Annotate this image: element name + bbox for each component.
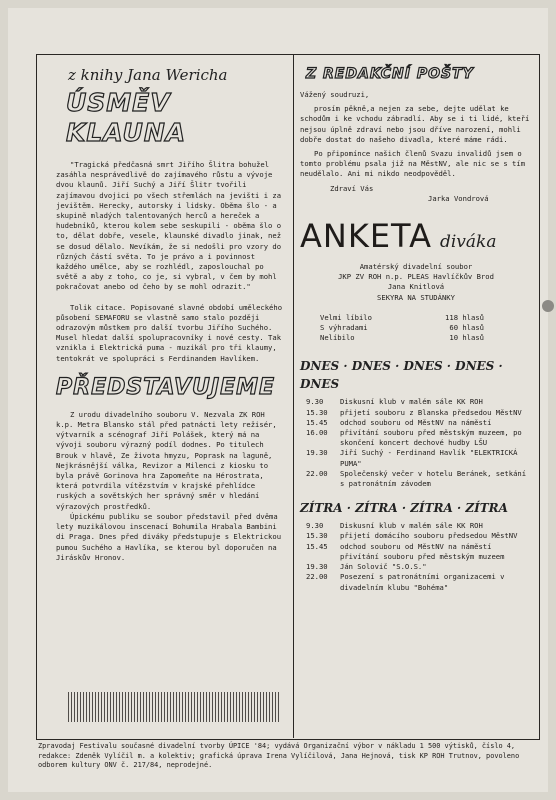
schedule-row: 22.00 Společenský večer v hotelu Beránek, setkání s patronátním závodem [306,468,527,489]
closing: Zdraví Vás [330,183,374,193]
survey-line: JKP ZV ROH n.p. PLEAS Havlíčkův Brod [338,272,494,282]
schedule-row: 16.00 přivítání souboru před městským muzeem, po skončení koncert dechové hudby LŠU [306,428,522,448]
punch-hole [542,300,554,312]
body-paragraph: Po připomínce našich členů Svazu invalidů jsem o tomto problému psala již na MěstNV, ale nic se s tím neudělalo. Ani mi nikdo neodpověděl. [300,149,526,179]
vote-row: S výhradami 60 hlasů [320,323,484,333]
survey-line: Amatérský divadelní soubor [359,262,473,272]
salutation: Vážený soudruzi, [300,90,370,99]
schedule-row: 19.30 Jiří Suchý - Ferdinand Havlík "ELEKTRICKÁ PUMA" [306,448,518,468]
survey-line: Jana Knitlová [387,282,445,292]
schedule-row: 9.30 Diskusní klub v malém sále KK ROH [306,397,483,407]
today-heading: DNES · DNES · DNES · DNES · DNES [300,359,503,392]
tomorrow-schedule [300,521,532,592]
schedule-row: 22.00 Posezení s patronátními organizacemi v divadelním klubu "Bohéma" [306,572,505,592]
schedule-row: 15.30 přijetí domácího souboru předsedou MěstNV [306,531,518,541]
schedule-row: 15.45 odchod souboru od MěstNV na náměstí [306,417,492,427]
survey-line: SEKYRA NA STUDÁNKY [377,292,455,302]
colophon: Zpravodaj Festivalu současné divadelní tvorby ÚPICE '84; vydává Organizační výbor v nákladu 1 500 výtisků, číslo 4, redakce: Zdeněk Vylíčil m. a kolektiv; grafická úprava Irena Vylíčilová, Jana Hejnová, tisk KP ROH Trutnov, povoleno odborem kultury ONV č. 217/84, neprodejné. [38,742,520,770]
tomorrow-heading: ZÍTRA · ZÍTRA · ZÍTRA · ZÍTRA [300,501,508,516]
section-title: PŘEDSTAVUJEME [56,374,276,400]
schedule-row: 19.30 Ján Solovič "S.O.S." [306,562,427,572]
vote-row: Velmi líbilo 118 hlasů [320,312,484,322]
body-paragraph: Úpickému publiku se soubor představil před dvěma lety muzikálovou inscenací Bohumila Hrabala Bambini di Praga. Dnes před diváky předstupuje s Elektrickou pumou Suchého a Havlíka, se kterou byl doporučen na Jiráskův Hronov. [56,511,282,562]
survey-subtitle: diváka [439,232,497,253]
column-divider [293,54,294,738]
left-column [56,66,286,563]
body-paragraph: Tolik citace. Popisované slavné období uměleckého působení SEMAFORU se vlastně samo stalo později odrazovým můstkem pro další tvorbu Jiřího Suchého. Musel hledat další spolupracovníky i nové cesty. Tak vznikla i Elektrická puma - muzikál pro tři klaumy, tentokrát ve spolupráci s Ferdinandem Havlíkem. [56,302,283,363]
quote-paragraph: "Tragická předčasná smrt Jiřího Šlitra bohužel zasáhla nesprávedlivě do zajímavého růstu a vývoje dvou klaunů. Jiří Suchý a Jiří Šlitr tvořili zajímavou dvojici po všech střemlách na jevišti i za jevištěm. Herecky, autorsky i lidsky. Oběma šlo - a skupině mladých talentovaných herců a hereček a hudebníků, kterou kolem sebe seskupili - oběma šlo o to, dělat dobře, vesele, klaunské divadlo jinak, než se dosud dělalo. Nevíkám, že si nedošli pro vzory do různých částí světa. To je právo a i povinnost každého umělce, aby se rozhlédl, zaposlouchal po světě a aby z toho, co je, si vybral, v čem by mohl pokračovat anebo od čeho by se mohl odrazit." [56,160,282,292]
signature: Jarka Vondrová [428,193,489,203]
today-schedule [300,397,532,489]
body-paragraph: Z urodu divadelního souboru V. Nezvala ZK ROH k.p. Metra Blansko stál před patnácti lety režisér, výtvarník a scénograf Jiří Polášek, který má na vývoji souboru výrazný podíl dodnes. Po titulech Brouk v hlavě, Ze života hmyzu, Poprask na laguně, Nejkrásnější válka, Revizor a Milenci z kiosku to byla právě Gorinova hra Zapomeňte na Hérostrata, která potvrdila vítězstvím v krajské přehlídce ruských a sovětských her správný směr v hledání výrazových prostředků. [56,409,277,511]
schedule-row: 15.30 přijetí souboru z Blanska předsedou MěstNV [306,407,522,417]
newsletter-page [8,8,548,792]
book-heading: z knihy Jana Wericha [68,66,228,84]
body-paragraph: prosím pěkně,a nejen za sebe, dejte udělat ke schodům i ke vchodu zábradlí. Aby se i ti lidé, kteří nejsou úplně zdraví nebo jsou dříve narození, mohli dobře dostat do našeho divadla, které máme rádi. [300,104,530,144]
decorative-hatching [68,692,280,722]
schedule-row: 9.30 Diskusní klub v malém sále KK ROH [306,521,483,531]
right-column [300,64,532,593]
article-title: ÚSMĚV KLAUNA [66,88,187,147]
schedule-row: 15.45 odchod souboru od MěstNV na náměstí přivítání souboru před městským muzeem [306,541,505,561]
vote-results [300,313,532,344]
survey-title: ANKETA [300,217,432,256]
section-title: Z REDAKČNÍ POŠTY [306,66,474,82]
vote-row: Nelíbilo 10 hlasů [320,333,484,343]
